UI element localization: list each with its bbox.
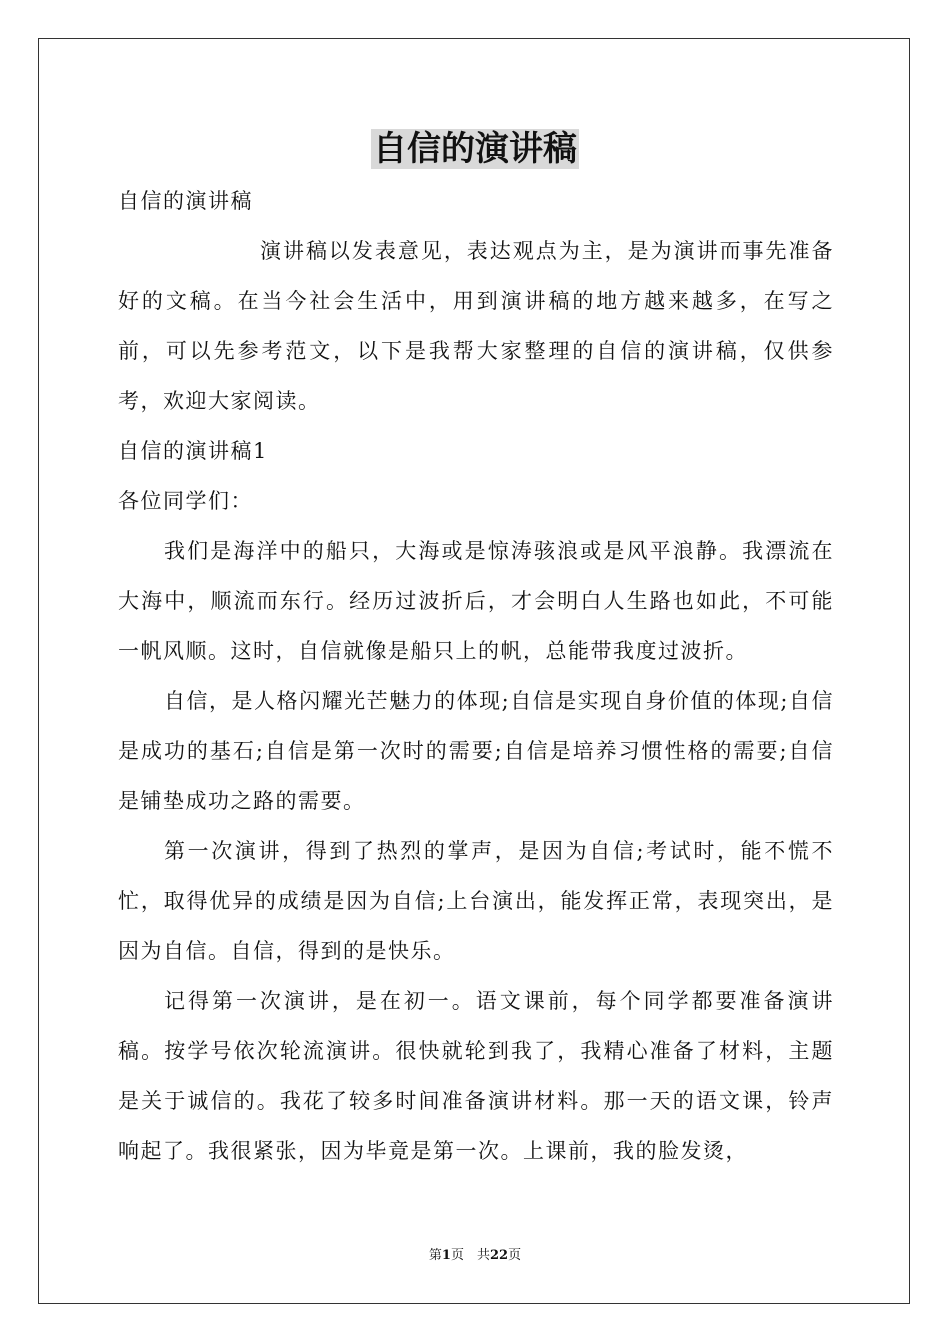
subtitle-paragraph: 自信的演讲稿 <box>118 189 253 213</box>
document-body <box>118 176 834 1176</box>
page-current: 1 <box>441 1248 451 1263</box>
title-text: 自信的演讲稿 <box>373 129 577 169</box>
page-total: 22 <box>489 1248 509 1263</box>
page-footer <box>0 1247 950 1265</box>
section-heading: 自信的演讲稿1 <box>118 439 268 463</box>
salutation: 各位同学们： <box>118 489 253 513</box>
document-title <box>0 126 950 172</box>
page-mid: 页 共 <box>450 1248 490 1263</box>
body-paragraph: 记得第一次演讲，是在初一。语文课前，每个同学都要准备演讲稿。按学号依次轮流演讲。很快就轮到我了，我精心准备了材料，主题是关于诚信的。我花了较多时间准备演讲材料。那一天的语文课，铃声响起了。我很紧张，因为毕竟是第一次。上课前，我的脸发烫， <box>118 989 834 1163</box>
body-paragraph: 自信，是人格闪耀光芒魅力的体现;自信是实现自身价值的体现;自信是成功的基石;自信是第一次时的需要;自信是培养习惯性格的需要;自信是铺垫成功之路的需要。 <box>118 689 834 813</box>
intro-paragraph: 演讲稿以发表意见，表达观点为主，是为演讲而事先准备好的文稿。在当今社会生活中，用到演讲稿的地方越来越多，在写之前，可以先参考范文，以下是我帮大家整理的自信的演讲稿，仅供参考，欢迎大家阅读。 <box>118 239 834 413</box>
body-paragraph: 我们是海洋中的船只，大海或是惊涛骇浪或是风平浪静。我漂流在大海中，顺流而东行。经历过波折后，才会明白人生路也如此，不可能一帆风顺。这时，自信就像是船只上的帆，总能带我度过波折。 <box>118 539 834 663</box>
body-paragraph: 第一次演讲，得到了热烈的掌声，是因为自信;考试时，能不慌不忙，取得优异的成绩是因为自信;上台演出，能发挥正常，表现突出，是因为自信。自信，得到的是快乐。 <box>118 839 834 963</box>
page-suffix: 页 <box>508 1248 522 1263</box>
page-prefix: 第 <box>428 1248 442 1263</box>
